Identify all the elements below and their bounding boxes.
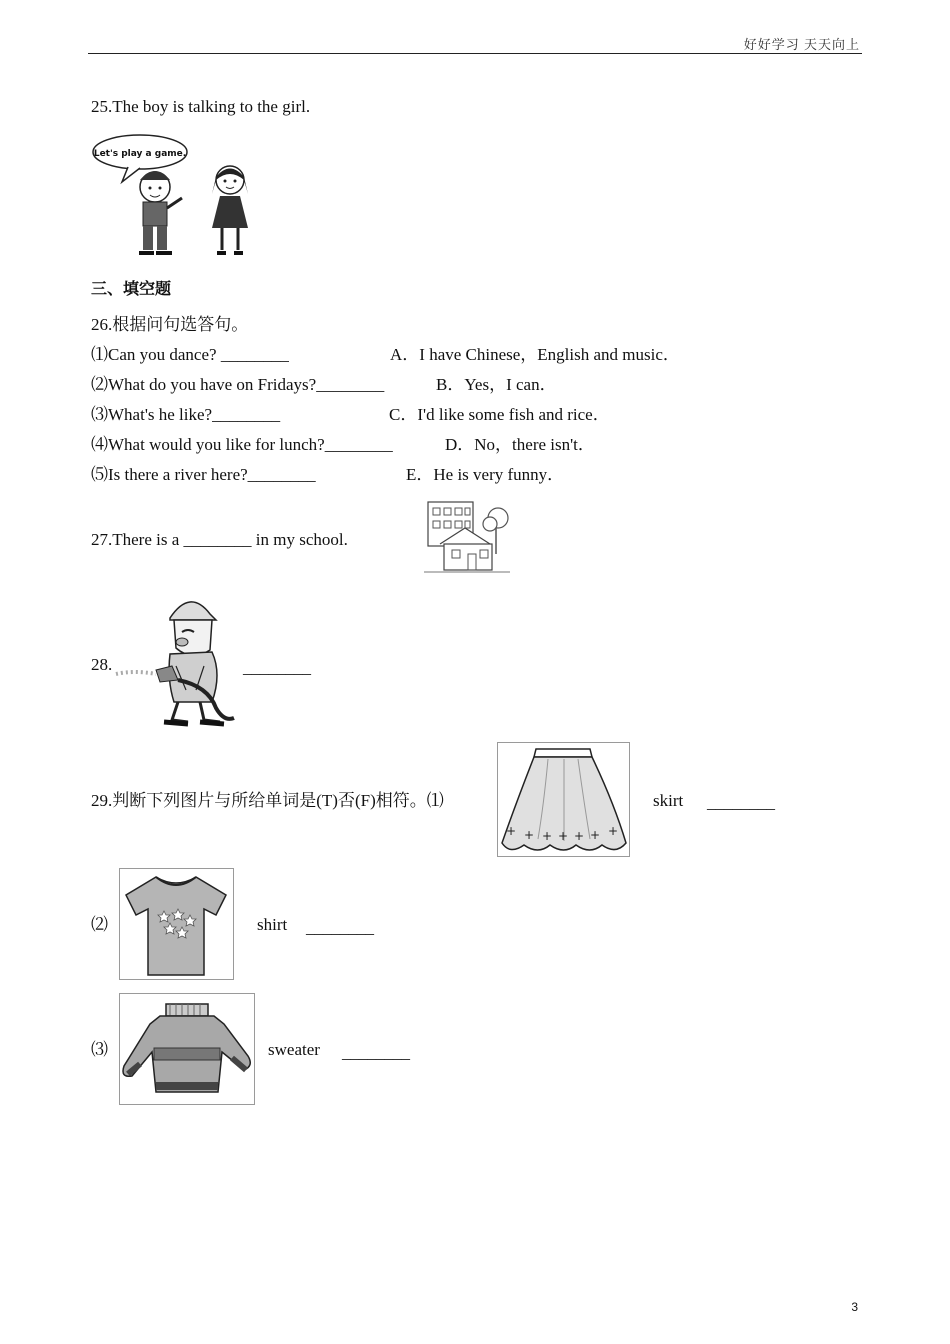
svg-text:+: + xyxy=(574,829,585,843)
page-number: 3 xyxy=(851,1300,858,1314)
answer-option-c: C．I'd like some fish and rice． xyxy=(389,405,610,424)
boy-girl-picture xyxy=(90,132,265,260)
answer-option-b: B．Yes，I can． xyxy=(436,375,557,394)
svg-text:+: + xyxy=(590,828,601,842)
q29-item-2-label: ⑵ xyxy=(91,915,108,934)
speech-bubble-text: Let's play a game. xyxy=(93,149,187,159)
question-27-text: 27.There is a ________ in my school. xyxy=(91,530,348,549)
question-28-blank: ________ xyxy=(243,658,311,677)
question-29-instruction: 29.判断下列图片与所给单词是(T)否(F)相符。⑴ xyxy=(91,791,444,810)
t-shirt-icon xyxy=(119,868,234,980)
answer-option-d: D．No，there isn't． xyxy=(445,435,595,454)
q29-item-2-blank: ________ xyxy=(306,918,374,937)
section-title: 三、填空题 xyxy=(91,279,172,298)
question-25-text: 25.The boy is talking to the girl. xyxy=(91,97,311,116)
q29-item-1-word: skirt xyxy=(653,791,684,810)
header-slogan: 好好学习 天天向上 xyxy=(743,37,860,52)
question-26-item-5: ⑸Is there a river here?________ xyxy=(91,465,316,484)
svg-text:+: + xyxy=(542,829,553,843)
header-rule xyxy=(88,53,862,54)
answer-option-a: A．I have Chinese，English and music． xyxy=(390,345,680,364)
q29-item-1-blank: ________ xyxy=(707,793,775,812)
question-26-item-2: ⑵What do you have on Fridays?________ xyxy=(91,375,385,394)
sweater-icon xyxy=(119,993,255,1105)
question-26-instruction: 26.根据问句选答句。 xyxy=(91,315,249,334)
school-building-icon xyxy=(420,494,515,576)
svg-text:+: + xyxy=(524,828,535,842)
q29-item-2-word: shirt xyxy=(257,915,288,934)
question-26-item-1: ⑴Can you dance? ________ xyxy=(91,345,289,364)
skirt-icon xyxy=(497,742,630,857)
svg-text:+: + xyxy=(608,824,619,838)
svg-text:+: + xyxy=(506,824,517,838)
question-26-item-3: ⑶What's he like?________ xyxy=(91,405,281,424)
question-26-item-4: ⑷What would you like for lunch?________ xyxy=(91,435,393,454)
q29-item-3-label: ⑶ xyxy=(91,1040,108,1059)
question-28-number: 28. xyxy=(91,655,113,674)
answer-option-e: E．He is very funny． xyxy=(406,465,565,484)
firefighter-icon xyxy=(112,590,237,732)
q29-item-3-blank: ________ xyxy=(342,1043,410,1062)
svg-text:+: + xyxy=(558,829,569,843)
q29-item-3-word: sweater xyxy=(268,1040,320,1059)
